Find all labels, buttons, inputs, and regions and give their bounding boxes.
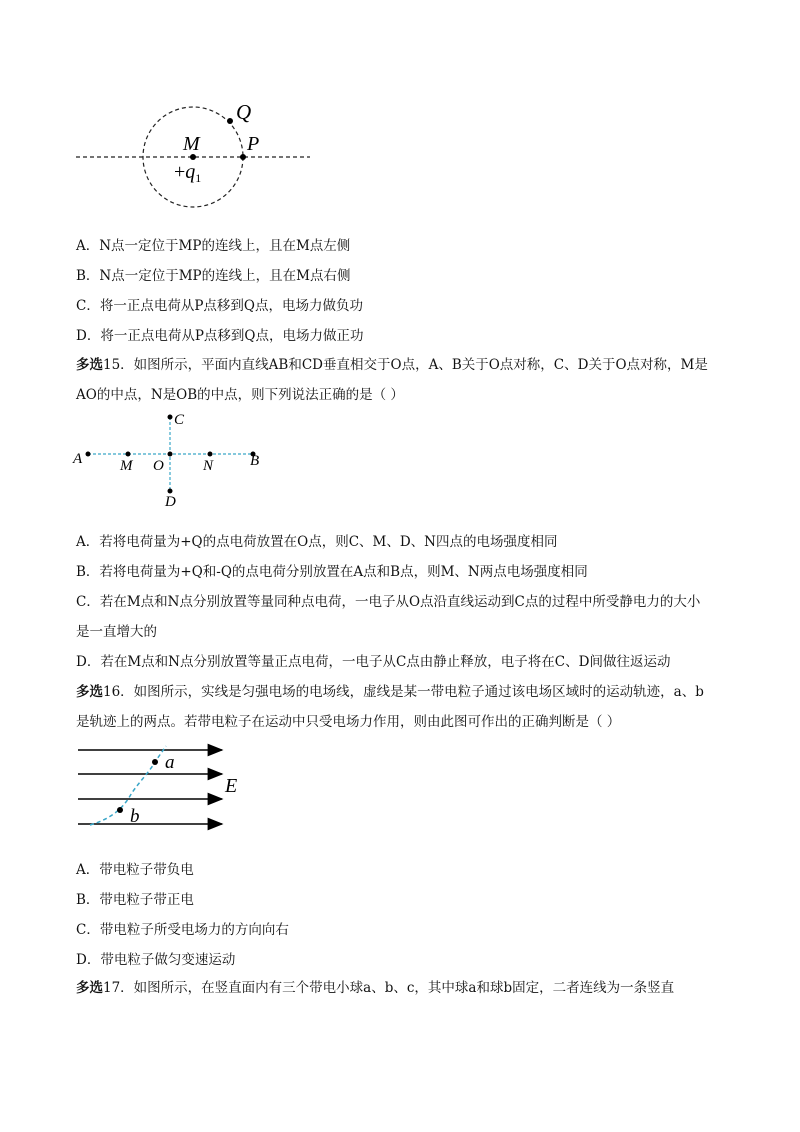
q15-stem-line1 [76,355,708,375]
label-m: M [183,133,200,155]
point-o [168,452,173,457]
figure-circle-charge [60,95,330,210]
q16-option-d: D．带电粒子做匀变速运动 [76,952,236,968]
label-o: O [153,458,164,474]
svg-text:+q1 [174,161,201,185]
figure-uniform-field [70,738,270,838]
label-q: Q [236,100,252,124]
label-c: C [174,412,185,428]
q16-stem-line1 [76,682,704,702]
q17-stem-text: 17．如图所示，在竖直面内有三个带电小球a、b、c，其中球a和球b固定，二者连线为一条竖直 [103,980,675,996]
q15-option-b: B．若将电荷量为+Q和-Q的点电荷分别放置在A点和B点，则M、N两点电场强度相同 [76,564,588,580]
label-d: D [165,494,176,510]
label-a: a [165,752,175,773]
point-m [126,452,131,457]
point-q [227,118,233,124]
point-p [240,154,246,160]
label-charge-sub: 1 [195,171,202,185]
figure-cross-lines [70,405,280,510]
q15-option-d: D．若在M点和N点分别放置等量正点电荷，一电子从C点由静止释放，电子将在C、D间做往返运动 [76,654,671,670]
q15-stem-line2: AO的中点，N是OB的中点，则下列说法正确的是（ ） [76,387,404,403]
q14-option-a: A．N点一定位于MP的连线上，且在M点左侧 [76,238,351,254]
q14-option-c: C．将一正点电荷从P点移到Q点，电场力做负功 [76,298,363,314]
q16-stem-text: 16．如图所示，实线是匀强电场的电场线，虚线是某一带电粒子通过该电场区域时的运动轨迹，a、b [103,684,704,700]
q15-option-a: A．若将电荷量为+Q的点电荷放置在O点，则C、M、D、N四点的电场强度相同 [76,534,558,550]
q15-option-c-cont: 是一直增大的 [76,624,157,640]
q16-option-c: C．带电粒子所受电场力的方向向右 [76,922,289,938]
trajectory [90,746,166,825]
q16-option-a: A．带电粒子带负电 [76,862,194,878]
point-a [152,759,158,765]
label-p: P [247,133,260,155]
q16-tag: 多选 [76,684,103,700]
label-b: B [250,453,260,469]
q17-tag: 多选 [76,980,103,996]
label-n: N [203,458,214,474]
q14-option-b: B．N点一定位于MP的连线上，且在M点右侧 [76,268,351,284]
q16-option-b: B．带电粒子带正电 [76,892,194,908]
q17-stem-line1 [76,978,674,998]
label-b: b [130,806,140,827]
q14-option-d: D．将一正点电荷从P点移到Q点，电场力做正功 [76,328,364,344]
q15-option-c: C．若在M点和N点分别放置等量同种点电荷，一电子从O点沿直线运动到C点的过程中所受静电力的大小 [76,594,701,610]
label-charge-q: q [185,161,196,183]
point-d [168,489,173,494]
point-b [117,807,123,813]
label-e: E [225,775,238,797]
point-n [208,452,213,457]
point-c [168,415,173,420]
q15-tag: 多选 [76,357,103,373]
q15-stem-text: 15．如图所示，平面内直线AB和CD垂直相交于O点，A、B关于O点对称，C、D关于O点对称，M是 [103,357,708,373]
label-m: M [120,458,133,474]
point-a [86,452,91,457]
q16-stem-line2: 是轨迹上的两点。若带电粒子在运动中只受电场力作用，则由此图可作出的正确判断是（ ） [76,714,621,730]
label-charge-sign: + [174,161,186,183]
label-a: A [73,451,83,467]
